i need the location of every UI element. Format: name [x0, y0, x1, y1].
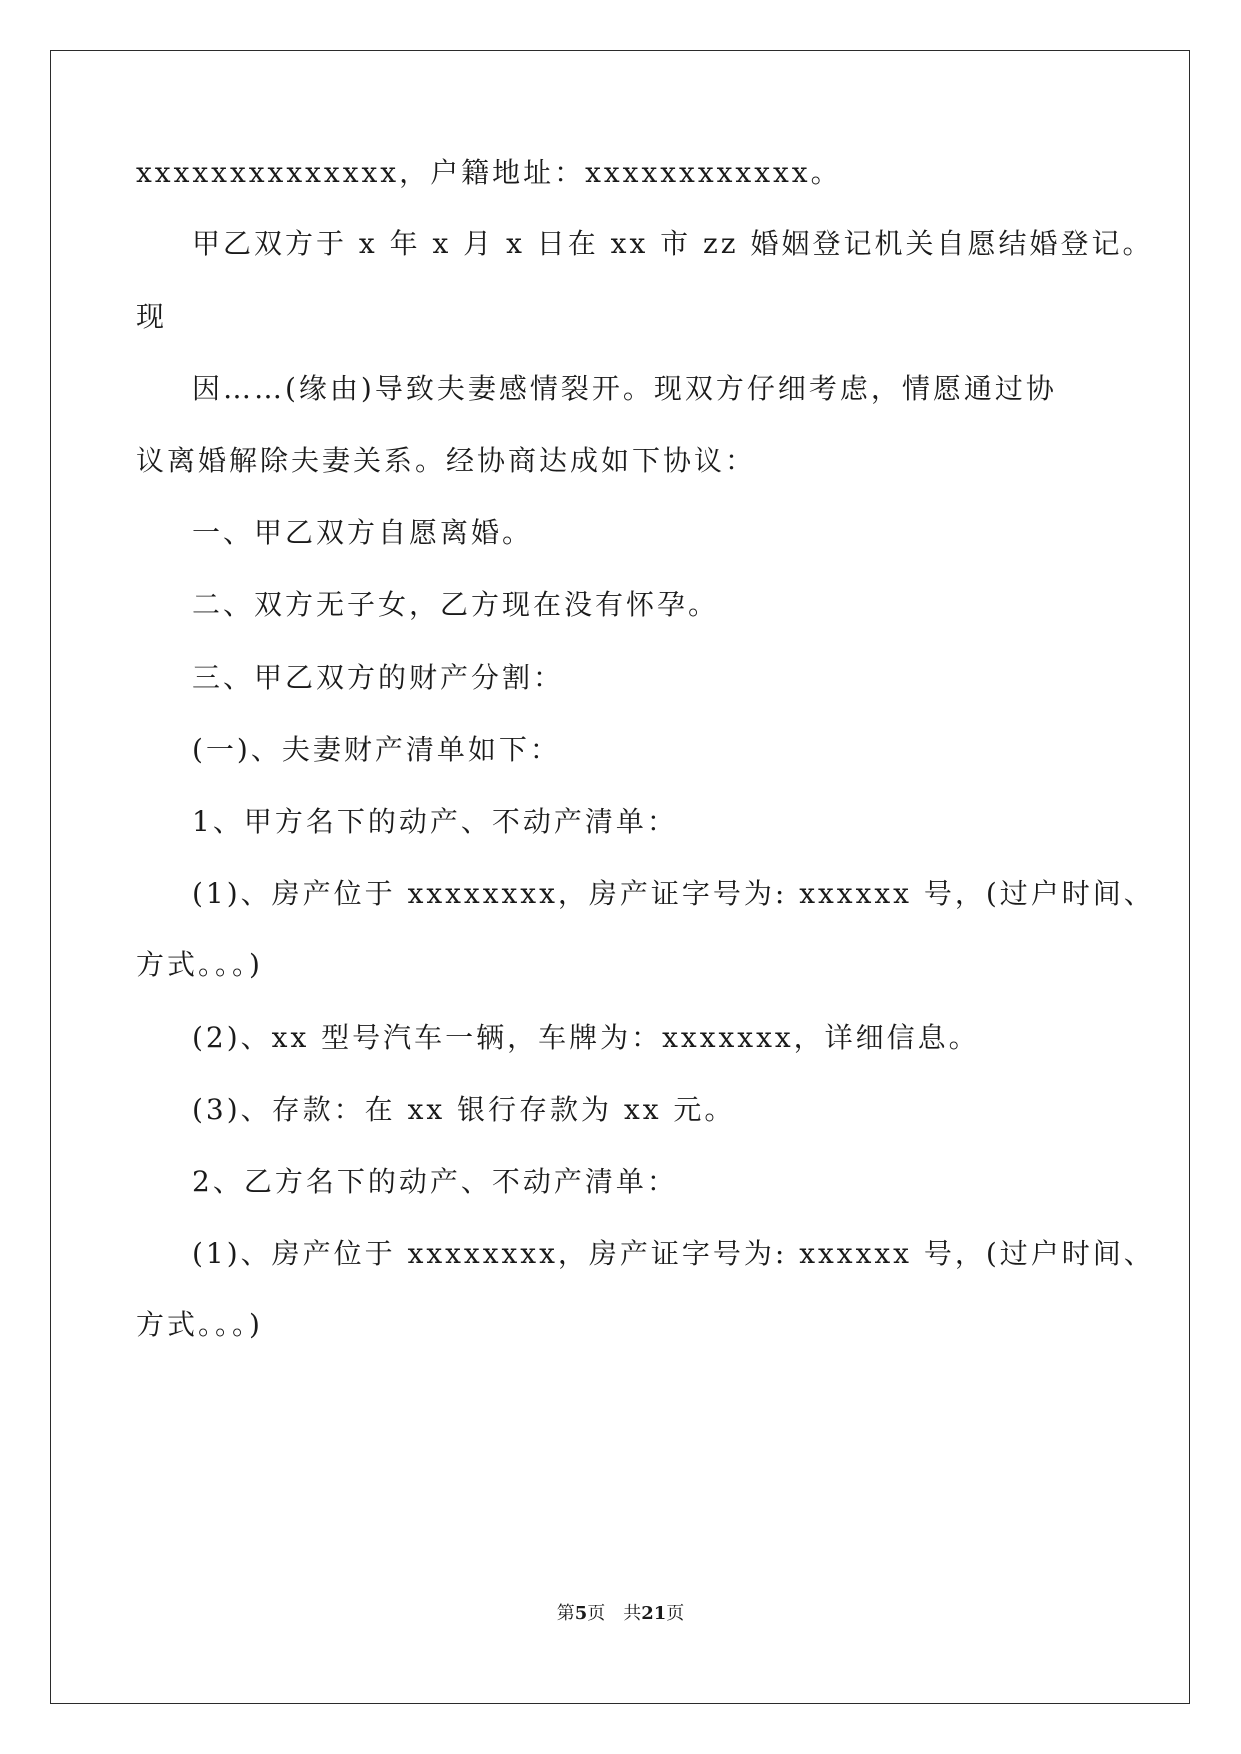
text-line: 议离婚解除夫妻关系。经协商达成如下协议：	[136, 444, 757, 477]
text-line: xxxxxxxxxxxxxx，户籍地址：xxxxxxxxxxxx。	[136, 156, 842, 189]
text-line: 1、甲方名下的动产、不动产清单：	[192, 805, 678, 838]
text-line: (1)、房产位于 xxxxxxxx，房产证字号为: xxxxxx 号，(过户时间、	[192, 877, 1155, 910]
text-line: (3)、存款：在 xx 银行存款为 xx 元。	[192, 1093, 736, 1126]
text-line: (一)、夫妻财产清单如下：	[192, 733, 561, 766]
total-prefix: 共	[623, 1603, 642, 1624]
text-line: 二、双方无子女，乙方现在没有怀孕。	[192, 588, 720, 621]
text-line: 现	[136, 300, 168, 333]
text-line: 甲乙双方于 x 年 x 月 x 日在 xx 市 zz 婚姻登记机关自愿结婚登记。	[192, 227, 1154, 260]
text-line: 方式。。。)	[136, 948, 263, 981]
text-line: 方式。。。)	[136, 1308, 263, 1341]
total-suffix: 页	[666, 1603, 685, 1624]
text-line: 2、乙方名下的动产、不动产清单：	[192, 1165, 678, 1198]
page-footer	[0, 1603, 1241, 1625]
page-number: 5	[574, 1603, 588, 1624]
text-line: 三、甲乙双方的财产分割：	[192, 661, 565, 694]
text-line: 一、甲乙双方自愿离婚。	[192, 516, 534, 549]
total-pages: 21	[641, 1603, 667, 1624]
page-prefix: 第	[556, 1603, 575, 1624]
text-line: (2)、xx 型号汽车一辆，车牌为：xxxxxxx，详细信息。	[192, 1021, 980, 1054]
text-line: 因……(缘由)导致夫妻感情裂开。现双方仔细考虑，情愿通过协	[192, 372, 1057, 405]
text-line: (1)、房产位于 xxxxxxxx，房产证字号为: xxxxxx 号，(过户时间、	[192, 1237, 1155, 1270]
page-suffix: 页	[587, 1603, 606, 1624]
